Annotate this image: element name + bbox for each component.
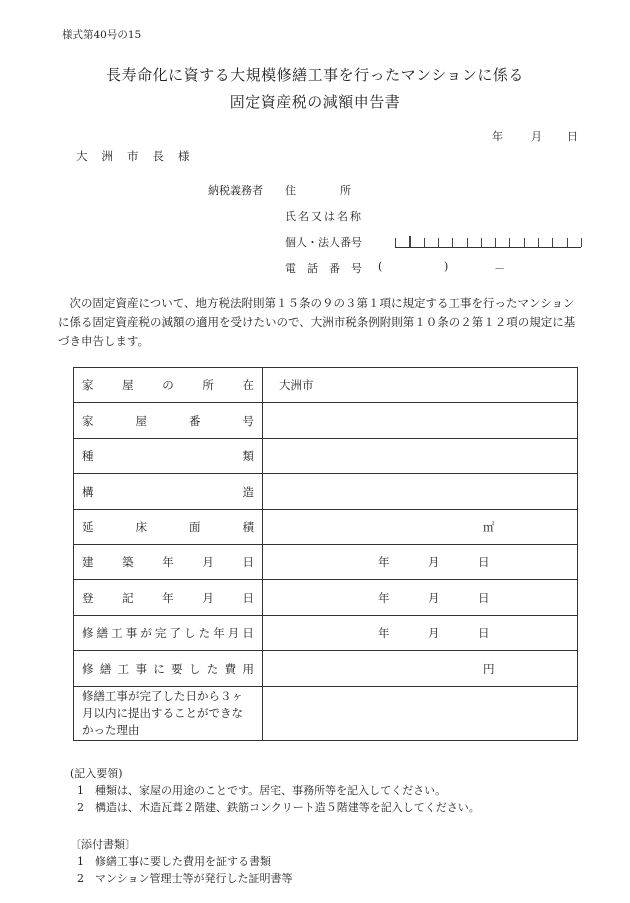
row-label-char: 事 [125,626,138,640]
row-label-char: 番 [189,413,201,428]
table-row [74,474,578,510]
number-box-divider [552,238,553,247]
row-label-char: 修 [82,626,94,640]
number-box-divider [538,238,539,247]
row-label-char: 年 [162,555,174,569]
date-unit-label: 日 [478,626,490,640]
number-box-divider [481,238,482,247]
row-value-field[interactable] [263,545,578,580]
table-row [74,439,578,474]
row-label-char: 延 [82,520,94,534]
table-row [74,403,578,439]
row-label-char: 所 [202,378,214,392]
row-label-char: 日 [242,555,254,569]
row-label-char: 月 [202,555,214,569]
number-box-divider [509,238,510,247]
row-label [74,616,263,651]
row-value-field[interactable] [263,439,578,474]
row-label [74,510,263,545]
row-label-char: た [206,661,219,676]
attachment-item: 1 修繕工事に要した費用を証する書類 [77,855,271,868]
note-item: 2 構造は、木造瓦葺２階建、鉄筋コンクリート造５階建等を記入してください。 [77,801,480,814]
row-label-char: の [162,378,174,392]
row-label [74,545,263,580]
addressee: 大洲市長様 [76,149,204,163]
row-label-char: 建 [82,555,94,569]
date-unit-label: 日 [478,590,490,605]
row-value-field[interactable] [263,651,578,687]
number-box-divider [438,238,439,247]
row-value-field[interactable] [263,510,578,545]
row-label-char: 事 [135,661,147,676]
declaration-text: 次の固定資産について、地方税法附則第１５条の９の３第１項に規定する工事を行ったマンションに係る固定資産税の減額の適用を受けたいので、大洲市税条例附則第１０条の２第１２項の規定に基づき申告します。 [58,296,576,348]
row-label-char: 了 [169,626,181,640]
attachments-title: 〔添付書類〕 [70,838,136,851]
table-row [74,616,578,651]
row-value-field[interactable] [263,474,578,510]
row-label-char: が [140,626,152,640]
row-value-field[interactable] [263,580,578,616]
date-unit-label: 月 [428,626,440,640]
row-label [74,368,263,403]
row-label-char: 在 [242,378,254,392]
form-title-line2: 固定資産税の減額申告書 [229,93,401,111]
note-item: 1 種類は、家屋の用途のことです。居宅、事務所等を記入してください。 [77,784,447,797]
form-number: 様式第40号の15 [62,29,142,41]
row-label-char: 積 [242,520,254,534]
row-value-field[interactable] [263,368,578,403]
row-label-char: 繕 [96,626,109,640]
row-label-char: 用 [242,661,254,676]
date-year-label: 年 [492,130,503,143]
notes-title: (記入要領) [70,767,123,780]
row-label-char: 工 [117,661,130,676]
property-table [73,367,578,741]
row-label-char: 費 [224,661,237,676]
personal-number-boxes[interactable] [395,236,581,248]
number-box-divider [495,238,496,247]
date-unit-label: 月 [428,590,440,605]
personal-number-label: 個人・法人番号 [285,236,362,249]
row-label-char: 年 [162,590,174,605]
number-box-divider [567,238,568,247]
number-box-divider [395,238,396,247]
row-label-char: 日 [242,626,254,640]
row-label-char: 月 [202,590,214,605]
table-row [74,651,578,687]
row-label-char: 工 [111,626,123,640]
number-box-divider [524,238,525,247]
row-value-field[interactable] [263,616,578,651]
row-label-char: 記 [122,590,134,605]
table-row [74,687,578,741]
table-row [74,510,578,545]
row-label [74,439,263,474]
row-label-char: に [153,661,165,676]
row-label-char: 繕 [99,661,112,676]
row-label-char: 類 [242,449,254,463]
row-label-char: 登 [82,590,94,605]
row-label-char: し [188,661,201,676]
form-title-line1: 長寿命化に資する大規模修繕工事を行ったマンションに係る [106,66,524,84]
date-day-label: 日 [567,130,578,143]
row-label-char: 日 [242,590,254,605]
date-unit-label: 日 [478,555,490,569]
row-label [74,651,263,687]
row-label-char: 月 [227,626,240,640]
unit-label: 円 [483,661,495,676]
row-label-char: 屋 [122,378,134,392]
phone-open-paren: ( [378,260,383,273]
row-label-char: た [198,626,211,640]
address-label: 住 所 [285,184,351,197]
row-value-field[interactable] [263,403,578,439]
row-label-char: 面 [189,520,201,534]
name-label: 氏名又は名称 [285,210,363,223]
phone-dash: － [494,262,505,275]
number-box-divider [424,238,425,247]
date-unit-label: 月 [428,555,440,569]
row-label-char: し [184,626,196,640]
row-label-char: 完 [154,626,167,640]
number-box-divider [581,238,582,247]
table-row [74,368,578,403]
attachment-item: 2 マンション管理士等が発行した証明書等 [77,872,293,885]
row-label-char: 造 [242,484,254,499]
taxpayer-label: 納税義務者 [208,184,263,197]
row-label [74,580,263,616]
row-label-char: 家 [82,413,94,428]
table-row [74,545,578,580]
phone-close-paren: ) [444,260,449,273]
number-box-divider [467,238,468,247]
date-unit-label: 年 [378,626,390,640]
date-unit-label: 年 [378,555,390,569]
row-label: 修繕工事が完了した日から３ヶ月以内に提出することができなかった理由 [74,687,263,741]
row-label-char: 年 [213,626,225,640]
phone-label: 電 話 番 号 [285,262,362,275]
number-box-divider [452,238,453,247]
row-label-char: 種 [82,449,94,463]
row-label-char: 築 [122,555,134,569]
row-label-char: 屋 [135,413,147,428]
row-label-char: 家 [82,378,94,392]
row-value-field[interactable] [263,687,578,741]
date-unit-label: 年 [378,590,390,605]
row-label [74,474,263,510]
table-row [74,580,578,616]
row-value: 大洲市 [279,378,314,392]
row-label-char: 構 [82,484,94,499]
row-label [74,403,263,439]
unit-label: ㎡ [483,520,495,534]
number-box-divider [409,236,411,247]
row-label-char: 要 [171,661,183,676]
date-month-label: 月 [531,130,542,143]
row-label-char: 修 [82,661,94,676]
row-label-char: 床 [135,520,147,534]
row-label-char: 号 [242,413,254,428]
